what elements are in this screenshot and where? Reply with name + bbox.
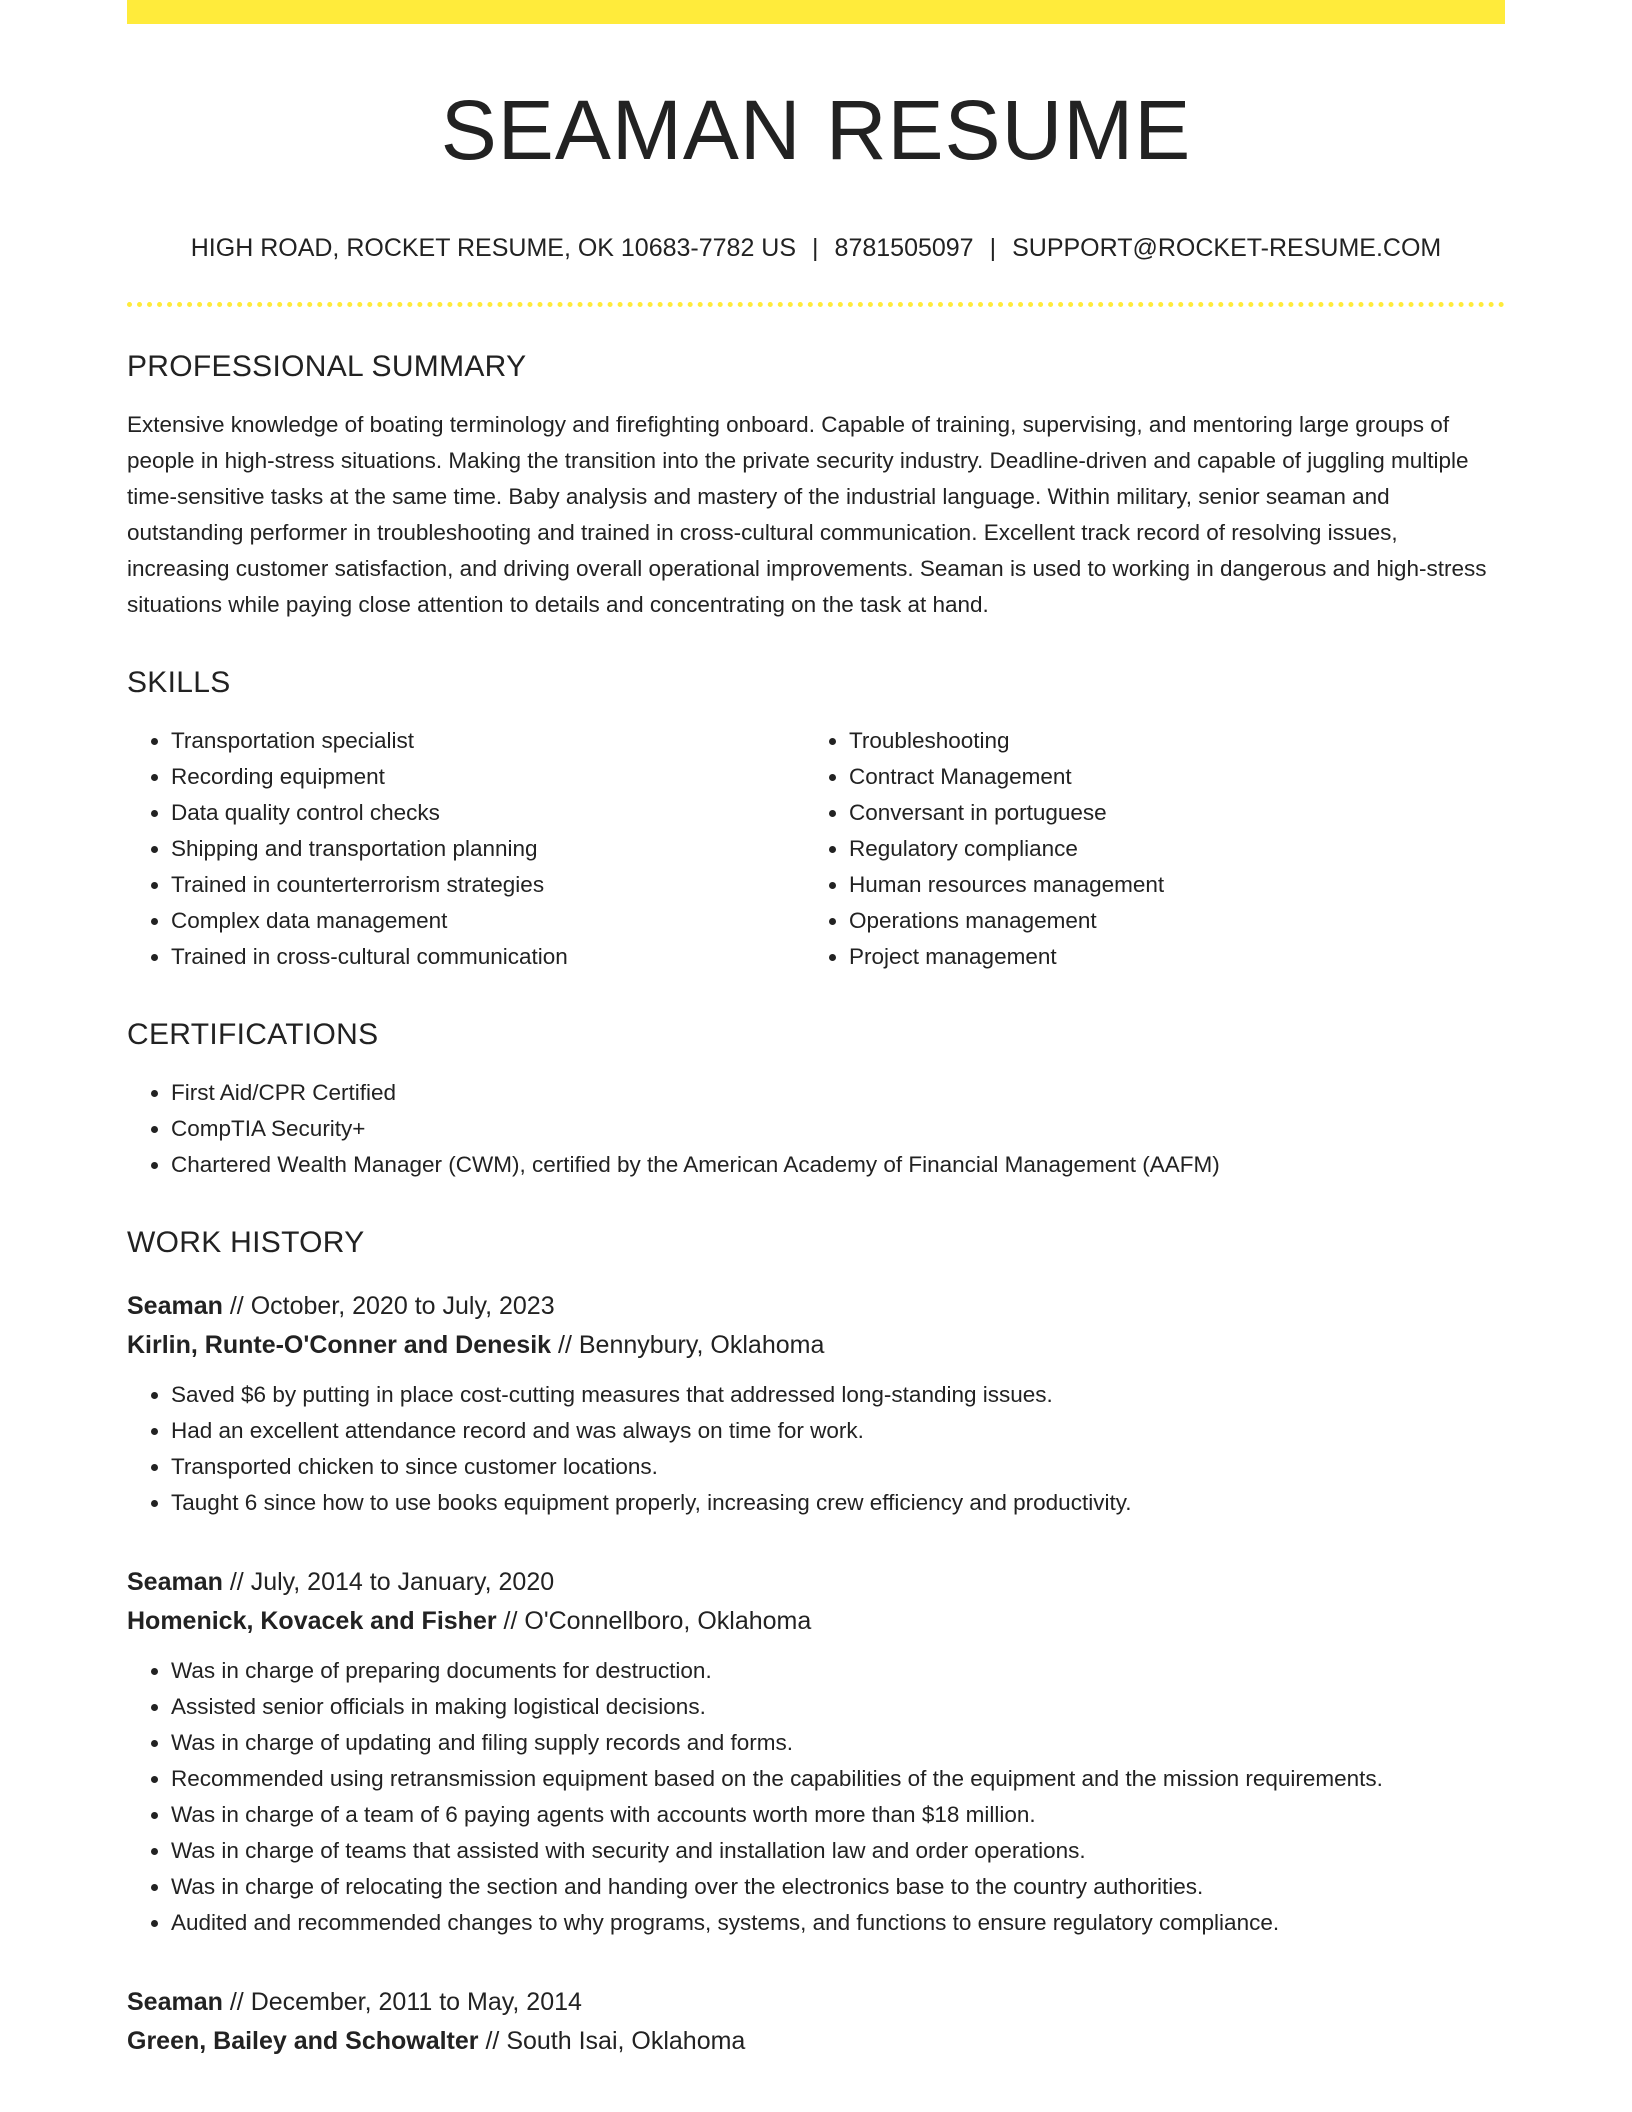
- job-role: Seaman: [127, 1987, 223, 2016]
- skill-item: • Transportation specialist: [171, 723, 805, 759]
- accent-bar: [127, 0, 1505, 24]
- skills-section: [127, 665, 1505, 975]
- skill-item: • Trained in counterterrorism strategies: [171, 867, 805, 903]
- job-title-line: [127, 1287, 1505, 1326]
- skills-list-left: [127, 723, 805, 975]
- job-company-line: [127, 1602, 1505, 1641]
- skills-grid: [127, 723, 1505, 975]
- skill-item: • Trained in cross-cultural communication: [171, 939, 805, 975]
- job-entry: [127, 1983, 1505, 2061]
- skill-item: • Data quality control checks: [171, 795, 805, 831]
- job-company: Green, Bailey and Schowalter: [127, 2026, 479, 2055]
- skill-item: • Human resources management: [849, 867, 1483, 903]
- job-bullets: [127, 1377, 1505, 1521]
- skill-item: • Conversant in portuguese: [849, 795, 1483, 831]
- job-location: Bennybury, Oklahoma: [578, 1330, 825, 1359]
- job-title-line: [127, 1983, 1505, 2022]
- skill-item: • Troubleshooting: [849, 723, 1483, 759]
- summary-section: [127, 349, 1505, 623]
- job-dates: July, 2014 to January, 2020: [250, 1567, 555, 1596]
- contact-separator: |: [989, 233, 997, 262]
- certification-item: • CompTIA Security+: [171, 1111, 1505, 1147]
- skills-column-left: [127, 723, 805, 975]
- certifications-heading: CERTIFICATIONS: [127, 1017, 379, 1051]
- certifications-list: [127, 1075, 1505, 1183]
- separator: //: [478, 2026, 507, 2055]
- job-entry: [127, 1287, 1505, 1521]
- separator: //: [551, 1330, 579, 1359]
- skills-column-right: [805, 723, 1483, 975]
- certification-item: • Chartered Wealth Manager (CWM), certified by the American Academy of Financial Management (AAFM): [171, 1147, 1505, 1183]
- skill-item: • Regulatory compliance: [849, 831, 1483, 867]
- job-bullet: • Was in charge of teams that assisted with security and installation law and order operations.: [171, 1833, 1505, 1869]
- job-company-line: [127, 1326, 1505, 1365]
- email: SUPPORT@ROCKET-RESUME.COM: [1012, 233, 1442, 262]
- dotted-divider: [127, 302, 1505, 307]
- job-bullet: • Transported chicken to since customer locations.: [171, 1449, 1505, 1485]
- job-bullet: • Assisted senior officials in making logistical decisions.: [171, 1689, 1505, 1725]
- certification-item: • First Aid/CPR Certified: [171, 1075, 1505, 1111]
- job-entry: [127, 1563, 1505, 1941]
- skill-item: • Complex data management: [171, 903, 805, 939]
- summary-heading: PROFESSIONAL SUMMARY: [127, 349, 527, 383]
- skill-item: • Contract Management: [849, 759, 1483, 795]
- job-bullet: • Was in charge of preparing documents for destruction.: [171, 1653, 1505, 1689]
- contact-separator: |: [812, 233, 819, 262]
- job-bullet: • Was in charge of updating and filing supply records and forms.: [171, 1725, 1505, 1761]
- job-location: South Isai, Oklahoma: [506, 2026, 746, 2055]
- work-history-heading: WORK HISTORY: [127, 1225, 365, 1259]
- skill-item: • Shipping and transportation planning: [171, 831, 805, 867]
- address: HIGH ROAD, ROCKET RESUME, OK 10683-7782 US: [190, 233, 797, 262]
- skill-item: • Recording equipment: [171, 759, 805, 795]
- work-history-section: [127, 1225, 1505, 2061]
- job-bullets: [127, 1653, 1505, 1941]
- job-bullet: • Audited and recommended changes to why programs, systems, and functions to ensure regulatory compliance.: [171, 1905, 1505, 1941]
- summary-text: Extensive knowledge of boating terminology and firefighting onboard. Capable of training, supervising, and mentoring large groups of people in high-stress situations. Making the transition into the private security industry. Deadline-driven and capable of juggling multiple time-sensitive tasks at the same time. Baby analysis and mastery of the industrial language. Within military, senior seaman and outstanding performer in troubleshooting and trained in cross-cultural communication. Excellent track record of resolving issues, increasing customer satisfaction, and driving overall operational improvements. Seaman is used to working in dangerous and high-stress situations while paying close attention to details and concentrating on the task at hand.: [127, 411, 1487, 617]
- contact-line: [127, 233, 1505, 263]
- separator: //: [222, 1987, 251, 2016]
- job-company-line: [127, 2022, 1505, 2061]
- job-bullet: • Was in charge of relocating the section and handing over the electronics base to the country authorities.: [171, 1869, 1505, 1905]
- job-bullet: • Was in charge of a team of 6 paying agents with accounts worth more than $18 million.: [171, 1797, 1505, 1833]
- job-location: O'Connellboro, Oklahoma: [524, 1606, 812, 1635]
- job-title-line: [127, 1563, 1505, 1602]
- separator: //: [222, 1291, 251, 1320]
- certifications-section: [127, 1017, 1505, 1183]
- separator: //: [222, 1567, 251, 1596]
- job-bullet: • Saved $6 by putting in place cost-cutting measures that addressed long-standing issues.: [171, 1377, 1505, 1413]
- job-bullet: • Taught 6 since how to use books equipment properly, increasing crew efficiency and productivity.: [171, 1485, 1505, 1521]
- skill-item: • Project management: [849, 939, 1483, 975]
- job-dates: October, 2020 to July, 2023: [250, 1291, 555, 1320]
- job-role: Seaman: [127, 1567, 223, 1596]
- job-company: Homenick, Kovacek and Fisher: [127, 1606, 497, 1635]
- skill-item: • Operations management: [849, 903, 1483, 939]
- phone: 8781505097: [834, 233, 974, 262]
- resume-page: [127, 0, 1505, 2061]
- skills-list-right: [805, 723, 1483, 975]
- job-bullet: • Recommended using retransmission equipment based on the capabilities of the equipment and the mission requirements.: [171, 1761, 1505, 1797]
- job-dates: December, 2011 to May, 2014: [250, 1987, 582, 2016]
- separator: //: [496, 1606, 525, 1635]
- resume-title: SEAMAN RESUME: [440, 83, 1192, 177]
- job-company: Kirlin, Runte-O'Conner and Denesik: [127, 1330, 552, 1359]
- job-bullet: • Had an excellent attendance record and was always on time for work.: [171, 1413, 1505, 1449]
- job-role: Seaman: [127, 1291, 223, 1320]
- skills-heading: SKILLS: [127, 665, 231, 699]
